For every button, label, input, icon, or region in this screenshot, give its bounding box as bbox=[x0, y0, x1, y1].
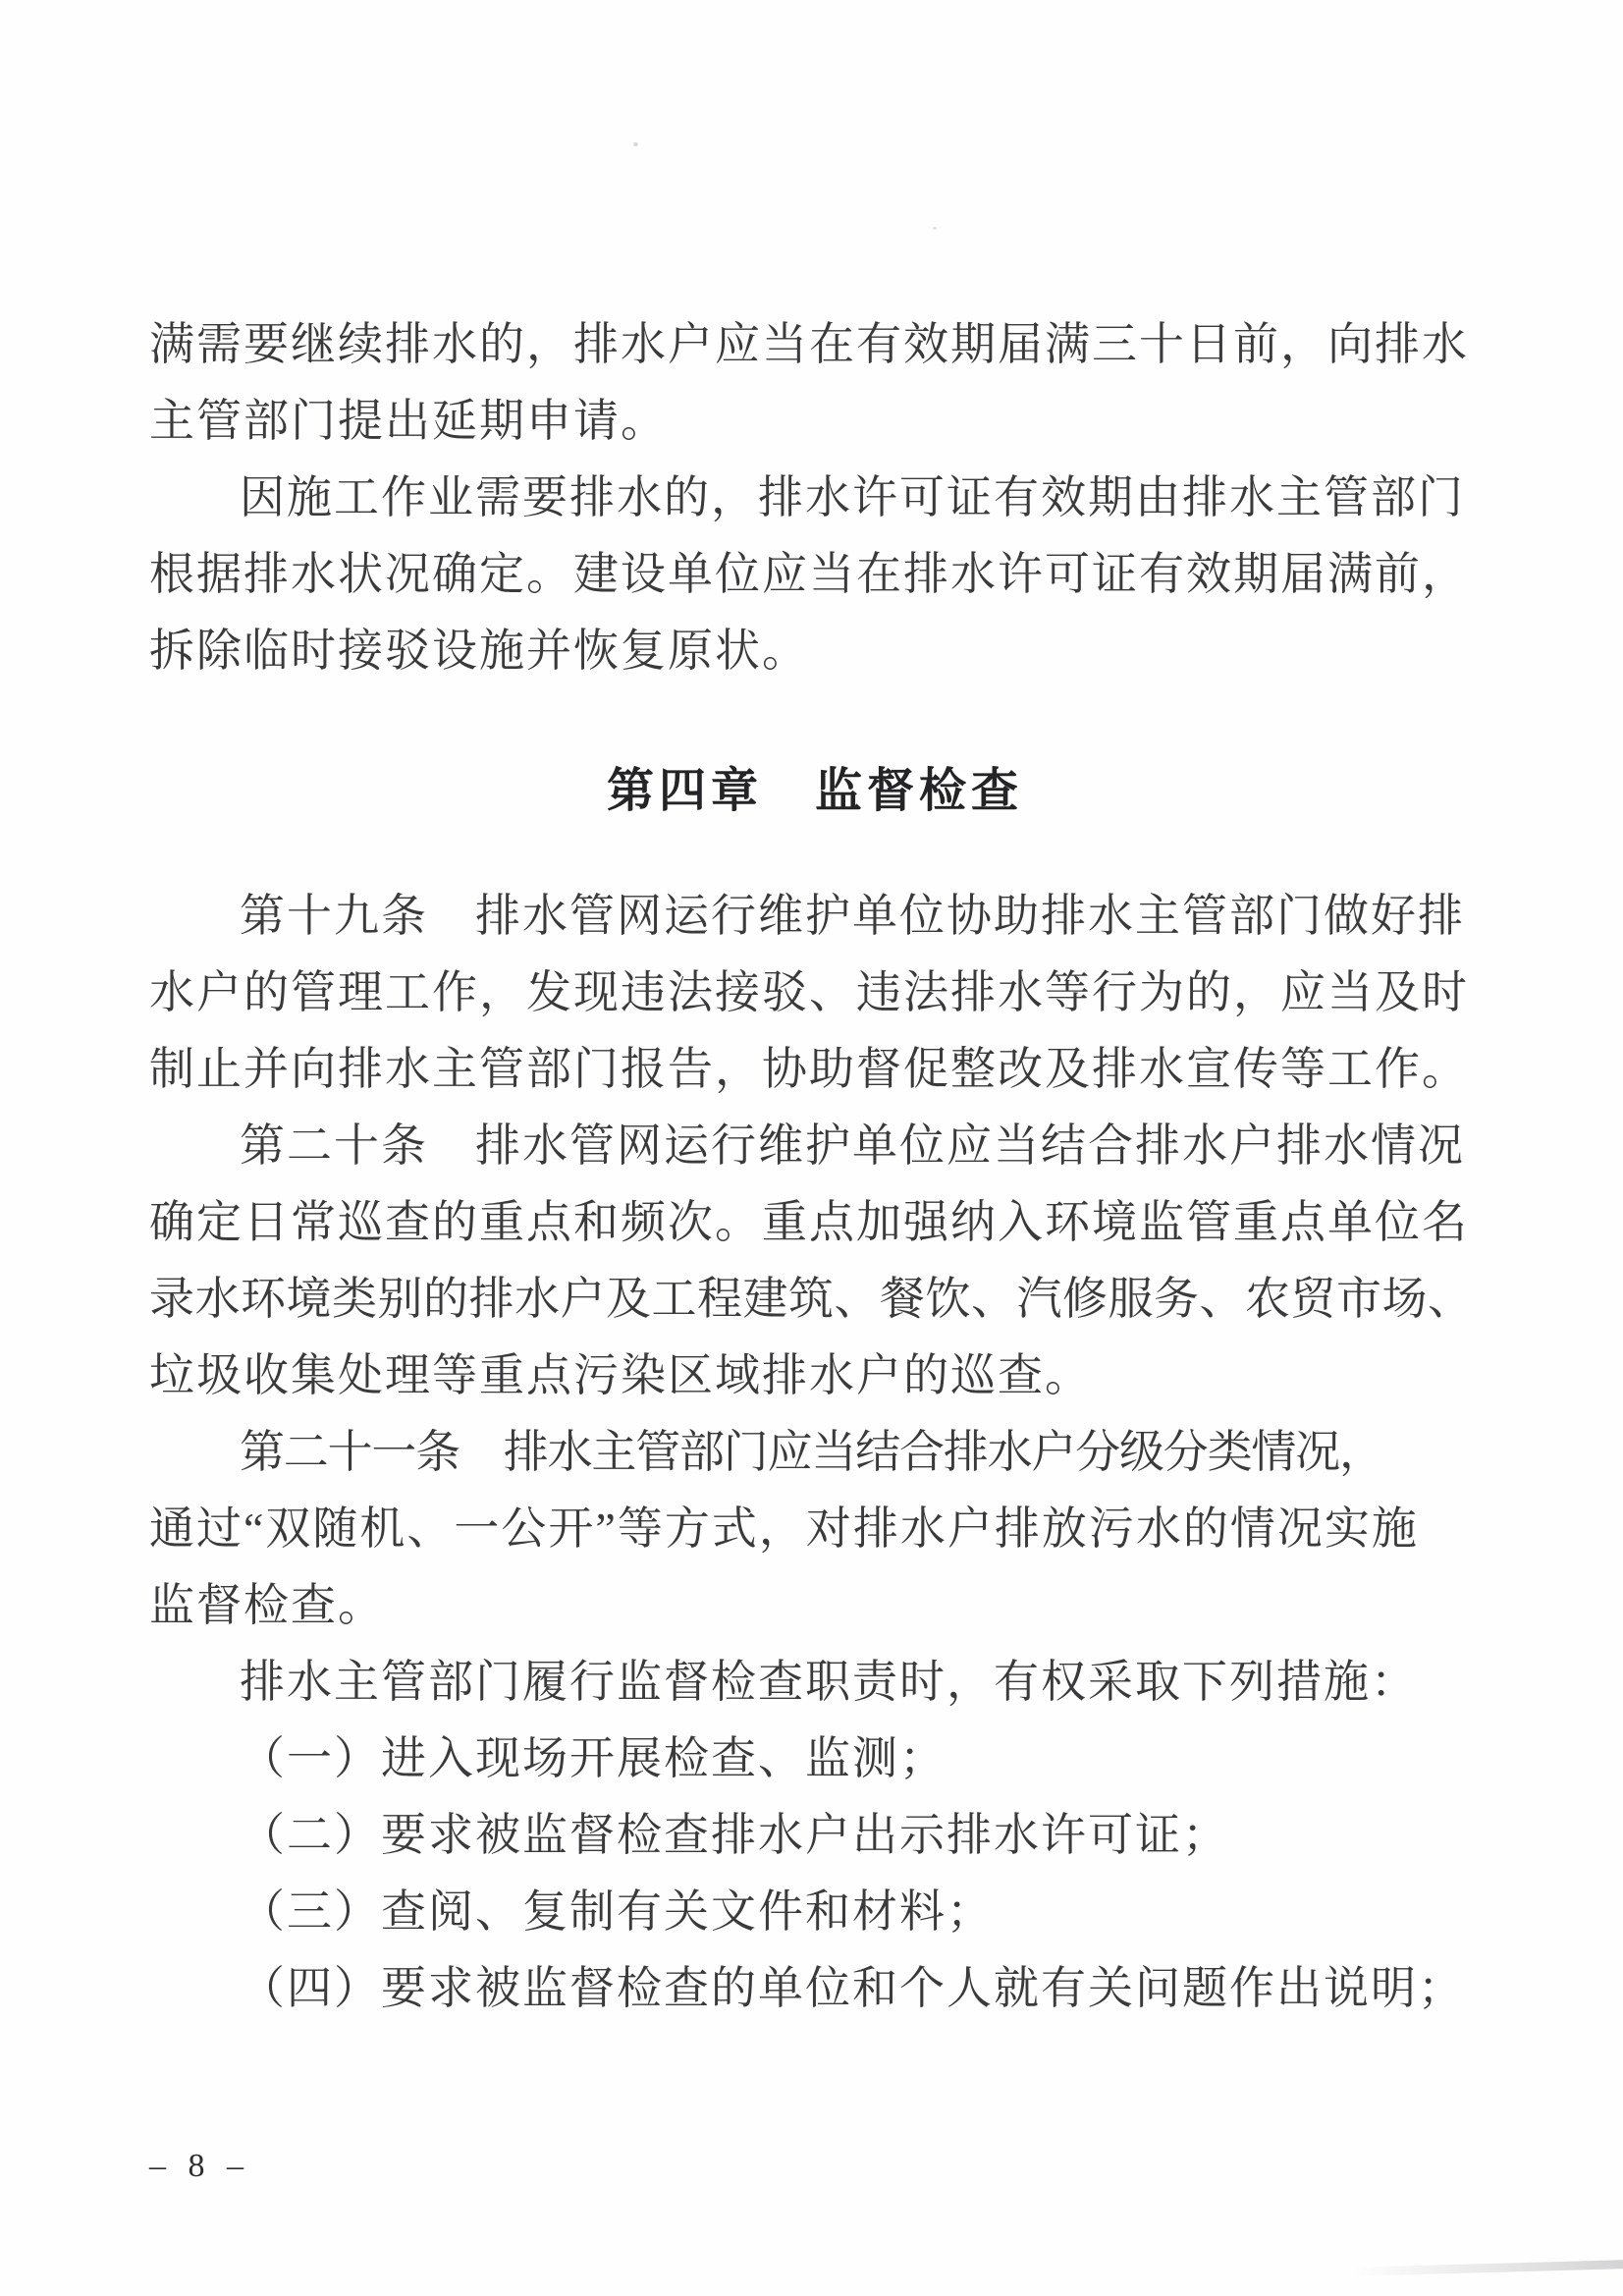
list-item-3 bbox=[149, 1874, 1481, 1950]
text-line: （一）进入现场开展检查、监测； bbox=[240, 1733, 947, 1783]
scan-speck bbox=[633, 142, 638, 146]
text-line: 水户的管理工作，发现违法接驳、违法排水等行为的，应当及时 bbox=[149, 967, 1469, 1017]
text-line: 第二十一条 排水主管部门应当结合排水户分级分类情况， bbox=[240, 1427, 1383, 1477]
text-line: （三）查阅、复制有关文件和材料； bbox=[240, 1886, 994, 1937]
scan-speck bbox=[933, 227, 937, 230]
text-line: 满需要继续排水的，排水户应当在有效期届满三十日前，向排水 bbox=[149, 319, 1469, 369]
chapter-heading: 第四章 监督检查 bbox=[606, 765, 1023, 817]
text-line: 制止并向排水主管部门报告，协助督促整改及排水宣传等工作。 bbox=[149, 1044, 1469, 1094]
paragraph bbox=[149, 306, 1481, 460]
text-line: 根据排水状况确定。建设单位应当在排水许可证有效期届满前， bbox=[149, 549, 1469, 599]
list-item-2 bbox=[149, 1797, 1481, 1874]
text-line: （四）要求被监督检查的单位和个人就有关问题作出说明； bbox=[240, 1963, 1465, 2013]
text-line: 因施工作业需要排水的，排水许可证有效期由排水主管部门 bbox=[240, 472, 1465, 522]
list-item-1 bbox=[149, 1721, 1481, 1797]
text-line: 录水环境类别的排水户及工程建筑、餐饮、汽修服务、农贸市场、 bbox=[149, 1274, 1474, 1324]
paragraph bbox=[149, 878, 1481, 1108]
document-body bbox=[149, 306, 1481, 2027]
text-line: 第十九条 排水管网运行维护单位协助排水主管部门做好排 bbox=[240, 891, 1465, 941]
text-line: 垃圾收集处理等重点污染区域排水户的巡查。 bbox=[149, 1350, 1092, 1400]
text-line: 确定日常巡查的重点和频次。重点加强纳入环境监管重点单位名 bbox=[149, 1197, 1469, 1247]
text-line: 通过“双随机、一公开”等方式，对排水户排放污水的情况实施 bbox=[149, 1503, 1419, 1554]
text-line: 主管部门提出延期申请。 bbox=[149, 396, 668, 446]
paragraph bbox=[149, 1108, 1481, 1414]
paragraph bbox=[149, 1414, 1481, 1644]
paragraph bbox=[149, 1644, 1481, 1721]
text-line: 拆除临时接驳设施并恢复原状。 bbox=[149, 626, 809, 676]
text-line: 监督检查。 bbox=[149, 1580, 385, 1630]
paragraph bbox=[149, 460, 1481, 689]
text-line: 第二十条 排水管网运行维护单位应当结合排水户排水情况 bbox=[240, 1121, 1465, 1171]
page-number: – 8 – bbox=[149, 2148, 250, 2184]
scan-streak-artifact bbox=[1353, 2260, 1623, 2276]
text-line: （二）要求被监督检查排水户出示排水许可证； bbox=[240, 1810, 1229, 1860]
list-item-4 bbox=[149, 1950, 1481, 2027]
text-line: 排水主管部门履行监督检查职责时，有权采取下列措施： bbox=[240, 1657, 1418, 1707]
